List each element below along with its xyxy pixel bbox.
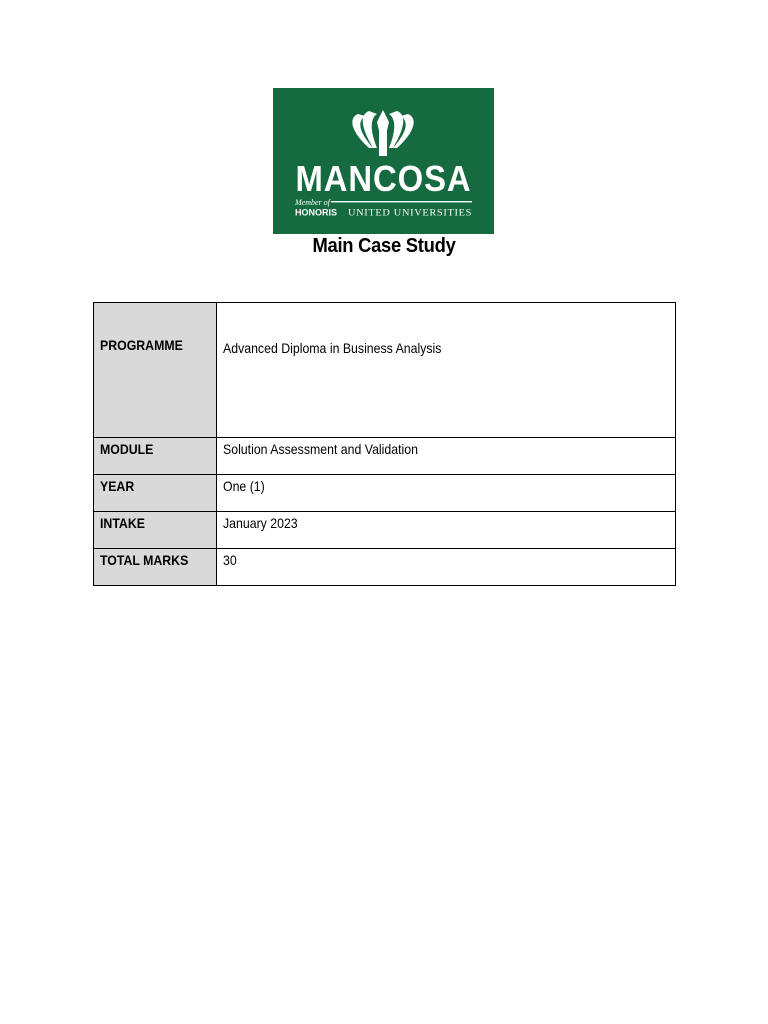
total-marks-label: TOTAL MARKS <box>94 549 217 586</box>
table-row-intake <box>94 512 676 549</box>
module-value: Solution Assessment and Validation <box>217 438 676 475</box>
intake-value: January 2023 <box>217 512 676 549</box>
module-label: MODULE <box>94 438 217 475</box>
table-row-programme <box>94 303 676 438</box>
table-row-total-marks <box>94 549 676 586</box>
programme-value: Advanced Diploma in Business Analysis <box>217 303 676 438</box>
total-marks-value: 30 <box>217 549 676 586</box>
programme-info-table <box>93 302 676 586</box>
logo-brand: MANCOSA <box>295 158 472 199</box>
mancosa-emblem-icon <box>273 88 494 234</box>
table-row-module <box>94 438 676 475</box>
logo-member-of: Member of <box>295 198 330 207</box>
logo-network-bold: HONORIS <box>295 207 338 218</box>
logo-network-rest: UNITED UNIVERSITIES <box>348 207 472 218</box>
year-value: One (1) <box>217 475 676 512</box>
document-title: Main Case Study <box>312 235 456 257</box>
programme-label: PROGRAMME <box>94 303 217 438</box>
table-row-year <box>94 475 676 512</box>
year-label: YEAR <box>94 475 217 512</box>
mancosa-logo <box>273 88 494 234</box>
intake-label: INTAKE <box>94 512 217 549</box>
